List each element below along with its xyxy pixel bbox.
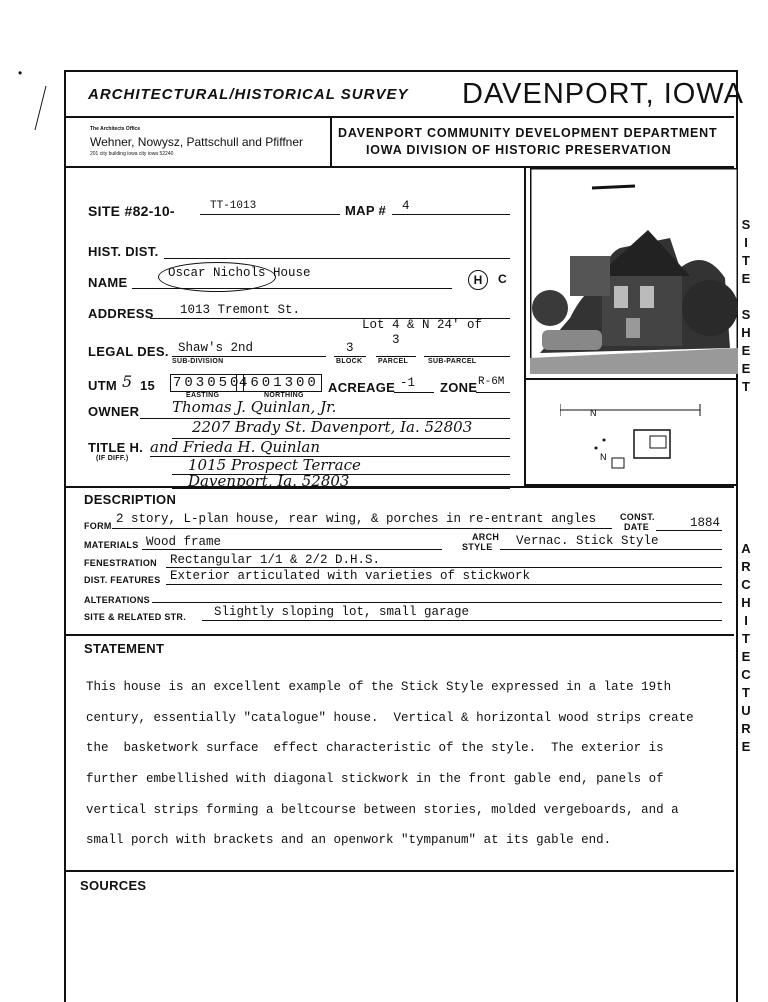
title-holder-address2-line [172, 488, 510, 489]
legal-subparcel-line [424, 356, 510, 357]
firm-line1: The Architects Office [90, 126, 141, 132]
vertical-letter: C [741, 577, 751, 592]
form-value: 2 story, L-plan house, rear wing, & porches in re-entrant angles [116, 512, 597, 526]
title-holder-name: and Frieda H. Quinlan [150, 438, 320, 456]
vertical-letter: T [742, 379, 750, 394]
site-map-sketch [560, 398, 710, 478]
survey-title: ARCHITECTURAL/HISTORICAL SURVEY [88, 86, 409, 103]
block-caption: BLOCK [336, 358, 363, 365]
vertical-letter: E [741, 649, 751, 664]
description-divider [66, 486, 734, 488]
vertical-letter: E [741, 343, 751, 358]
owner-label: OWNER [88, 404, 140, 419]
vertical-letter: E [741, 739, 751, 754]
statement-body [86, 665, 694, 864]
easting-caption: EASTING [186, 392, 220, 399]
parcel-caption: PARCEL [378, 358, 409, 365]
title-holder-address2: Davenport, Ia. 52803 [188, 472, 350, 490]
name-value: Oscar Nichols House [168, 266, 311, 280]
fenestration-line [166, 567, 722, 568]
vertical-letter: U [741, 703, 751, 718]
materials-line [142, 549, 442, 550]
vertical-letter: H [741, 595, 751, 610]
utm-easting: 703050 [170, 374, 244, 392]
dist-features-label: DIST. FEATURES [84, 575, 161, 585]
firm-name: Wehner, Nowysz, Pattschull and Pfiffner [90, 135, 303, 149]
map-number-line [392, 214, 510, 215]
site-number-value: TT-1013 [210, 200, 257, 212]
vertical-letter: I [744, 613, 748, 628]
arch-style-label2: STYLE [462, 542, 493, 552]
description-heading: DESCRIPTION [84, 492, 177, 507]
vertical-letter: S [741, 307, 751, 322]
city-title: DAVENPORT, IOWA [462, 78, 744, 110]
vertical-letter: C [741, 667, 751, 682]
form-label: FORM [84, 521, 112, 531]
arch-style-label1: ARCH [472, 532, 500, 542]
fenestration-label: FENESTRATION [84, 558, 157, 568]
parcel-value: 3 [392, 333, 400, 347]
lot-value: Lot 4 & N 24' of [362, 318, 483, 332]
svg-text:N: N [590, 408, 597, 418]
acreage-label: ACREAGE [328, 380, 396, 395]
statement-divider [66, 634, 734, 636]
firm-address: 201 city building iowa city iowa 52240 [90, 151, 174, 157]
dept-line2: IOWA DIVISION OF HISTORIC PRESERVATION [366, 143, 672, 157]
vertical-letter: E [741, 271, 751, 286]
const-date-line [656, 530, 722, 531]
name-mark-h: H [468, 270, 488, 290]
form-line [112, 528, 612, 529]
title-holder-label: TITLE H. [88, 440, 144, 455]
vertical-letter: E [741, 361, 751, 376]
vertical-letter: I [744, 235, 748, 250]
name-mark-c: C [498, 272, 507, 286]
sources-divider [66, 870, 734, 872]
materials-value: Wood frame [146, 535, 222, 549]
statement-line: further embellished with diagonal stickwork in the front gable end, panels of [86, 772, 664, 787]
owner-name: Thomas J. Quinlan, Jr. [172, 398, 337, 416]
acreage-value: -1 [400, 376, 416, 390]
title-holder-note: (IF DIFF.) [96, 455, 129, 462]
sources-heading: SOURCES [80, 878, 147, 893]
vertical-letter: A [741, 541, 751, 556]
dist-features-line [166, 584, 722, 585]
address-label: ADDRESS [88, 306, 154, 321]
svg-text:N: N [600, 452, 607, 462]
name-line [132, 288, 452, 289]
legal-des-value: Shaw's 2nd [178, 341, 254, 355]
vertical-letter: R [741, 721, 751, 736]
block-value: 3 [346, 341, 354, 355]
hist-dist-label: HIST. DIST. [88, 244, 159, 259]
site-sheet-vertical-label [738, 216, 754, 396]
materials-label: MATERIALS [84, 540, 139, 550]
utm-prefix: 5 [122, 372, 133, 391]
site-related-line [202, 620, 722, 621]
site-photo [530, 168, 738, 374]
statement-line: the basketwork surface effect characteristic of the style. The exterior is [86, 741, 664, 756]
map-number-value: 4 [402, 199, 410, 213]
utm-label: UTM [88, 378, 118, 393]
vertical-letter: T [742, 685, 750, 700]
vertical-letter: R [741, 559, 751, 574]
vertical-letter: T [742, 631, 750, 646]
statement-line: This house is an excellent example of the Stick Style expressed in a late 19th [86, 680, 672, 695]
statement-line: century, essentially "catalogue" house. Vertical & horizontal wood strips create [86, 710, 694, 725]
zone-line [476, 392, 510, 393]
margin-dot: • [18, 66, 23, 80]
legal-parcel-line [376, 356, 416, 357]
architecture-vertical-label [738, 540, 754, 756]
utm-northing: 4601300 [236, 374, 322, 392]
arch-style-value: Vernac. Stick Style [516, 534, 659, 548]
statement-heading: STATEMENT [84, 641, 165, 656]
site-number-line [200, 214, 340, 215]
vertical-letter: T [742, 253, 750, 268]
statement-line: small porch with brackets and an openwork "tympanum" at its gable end. [86, 833, 612, 848]
margin-mark [35, 86, 61, 130]
utm-zone: 15 [140, 378, 156, 393]
const-date-value: 1884 [690, 516, 721, 530]
dist-features-value: Exterior articulated with varieties of stickwork [170, 569, 531, 583]
const-date-label2: DATE [624, 522, 650, 532]
map-number-label: MAP # [345, 203, 386, 218]
zone-label: ZONE [440, 380, 478, 395]
name-label: NAME [88, 275, 128, 290]
zone-value: R-6M [478, 376, 505, 388]
dept-line1: DAVENPORT COMMUNITY DEVELOPMENT DEPARTMENT [338, 126, 718, 140]
vertical-letter: S [741, 217, 751, 232]
address-value: 1013 Tremont St. [180, 303, 301, 317]
legal-sub-line [172, 356, 326, 357]
title-holder-address1: 1015 Prospect Terrace [188, 456, 361, 474]
vertical-letter [738, 288, 754, 306]
statement-line: vertical strips forming a beltcourse between stories, molded vergeboards, and a [86, 802, 679, 817]
const-date-label1: CONST. [620, 512, 655, 522]
legal-des-label: LEGAL DES. [88, 344, 169, 359]
legal-block-line [334, 356, 366, 357]
site-related-value: Slightly sloping lot, small garage [214, 605, 470, 619]
alterations-label: ALTERATIONS [84, 595, 150, 605]
owner-address: 2207 Brady St. Davenport, Ia. 52803 [192, 418, 473, 436]
site-number-label: SITE #82-10- [88, 203, 175, 219]
arch-style-line [500, 549, 722, 550]
fenestration-value: Rectangular 1/1 & 2/2 D.H.S. [170, 553, 381, 567]
acreage-line [394, 392, 434, 393]
vertical-letter: H [741, 325, 751, 340]
subdivision-caption: SUB-DIVISION [172, 358, 224, 365]
hist-dist-line [164, 258, 510, 259]
alterations-line [152, 602, 722, 603]
northing-caption: NORTHING [264, 392, 304, 399]
site-related-label: SITE & RELATED STR. [84, 612, 187, 622]
subparcel-caption: SUB-PARCEL [428, 358, 477, 365]
